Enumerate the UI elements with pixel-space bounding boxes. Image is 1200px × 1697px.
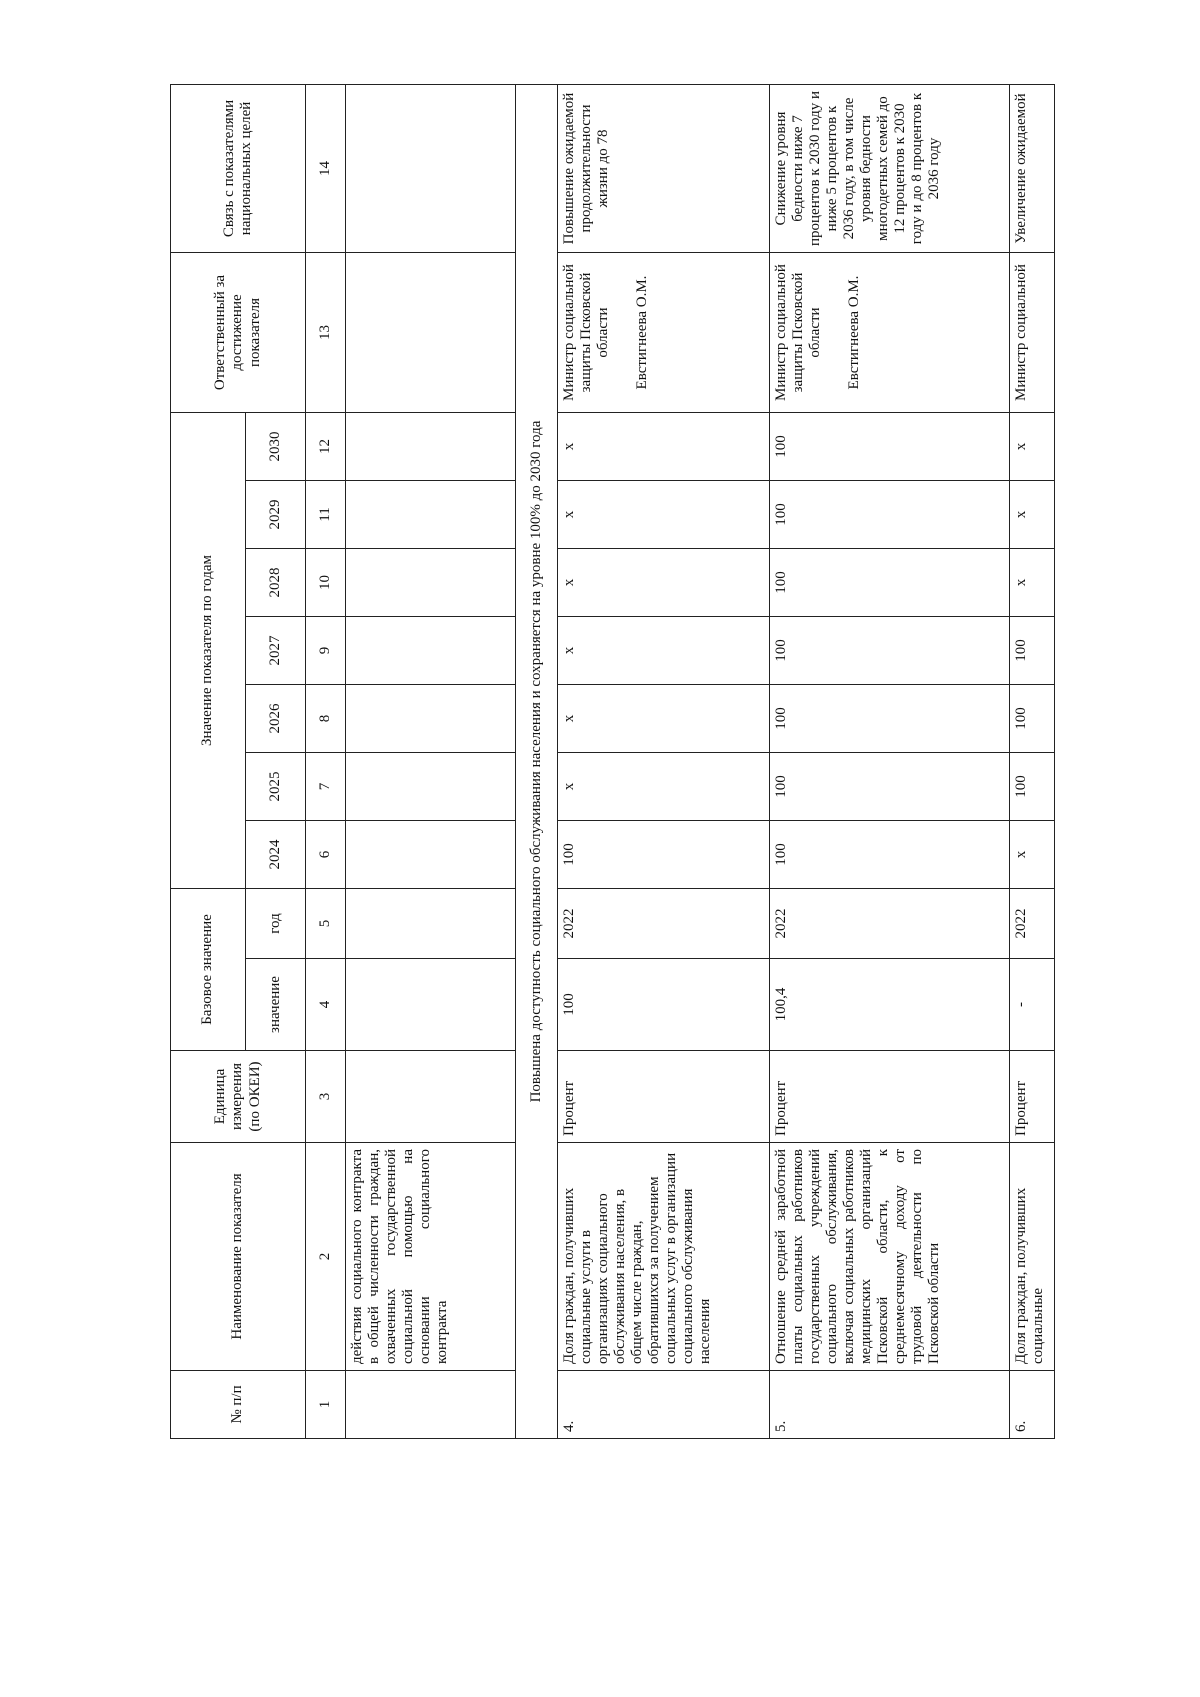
- header-base-value: значение: [246, 959, 306, 1051]
- header-year: 2025: [246, 753, 306, 821]
- header-name: Наименование показателя: [171, 1143, 306, 1371]
- year-value: x: [558, 481, 770, 549]
- base-value: 100,4: [770, 959, 1010, 1051]
- col-number: 5: [306, 889, 346, 959]
- header-year: 2030: [246, 413, 306, 481]
- national-goal-link: Снижение уровня бедности ниже 7 процентов к 2030 году и ниже 5 процентов к 2036 году, в том числе уровня бедности многодетных семей до 12 процентов к 2030 году и до 8 процентов к 2036 году: [770, 85, 1010, 253]
- year-value: x: [558, 617, 770, 685]
- col-number: 9: [306, 617, 346, 685]
- header-num: № п/п: [171, 1371, 306, 1439]
- base-year: 2022: [770, 889, 1010, 959]
- indicator-name: действия социального контракта в общей численности граждан, охваченных государственной социальной помощью на основании социального контракта: [346, 1143, 516, 1371]
- year-value: x: [558, 549, 770, 617]
- indicator-name: Доля граждан, получивших социальные: [1010, 1143, 1055, 1371]
- responsible: [558, 253, 770, 413]
- year-value: 100: [1010, 685, 1055, 753]
- year-value: 100: [770, 617, 1010, 685]
- year-value: x: [1010, 413, 1055, 481]
- header-year: 2024: [246, 821, 306, 889]
- responsible-name: Евстигнеева О.М.: [846, 275, 862, 390]
- unit: Процент: [1010, 1051, 1055, 1143]
- col-number: 14: [306, 85, 346, 253]
- base-value: -: [1010, 959, 1055, 1051]
- col-number: 1: [306, 1371, 346, 1439]
- year-value: x: [1010, 821, 1055, 889]
- year-value: 100: [770, 753, 1010, 821]
- year-value: 100: [770, 685, 1010, 753]
- header-unit: Единица измерения (по ОКЕИ): [171, 1051, 306, 1143]
- responsible: [770, 253, 1010, 413]
- year-value: 100: [770, 549, 1010, 617]
- responsible-title: Министр социальной: [1010, 253, 1055, 413]
- year-value: 100: [770, 821, 1010, 889]
- header-base: Базовое значение: [171, 889, 246, 1051]
- year-value: 100: [770, 413, 1010, 481]
- year-value: x: [558, 753, 770, 821]
- table-row: [558, 85, 770, 1439]
- base-value: 100: [558, 959, 770, 1051]
- header-link: Связь с показателями национальных целей: [171, 85, 306, 253]
- col-number: 3: [306, 1051, 346, 1143]
- header-row-1: [171, 85, 246, 1439]
- header-base-year: год: [246, 889, 306, 959]
- unit: Процент: [770, 1051, 1010, 1143]
- header-year: 2027: [246, 617, 306, 685]
- document-table-wrapper: [170, 84, 1055, 1439]
- col-number: 4: [306, 959, 346, 1051]
- indicators-table: [170, 84, 1055, 1439]
- year-value: 100: [770, 481, 1010, 549]
- col-number: 13: [306, 253, 346, 413]
- col-number: 8: [306, 685, 346, 753]
- indicator-name: Отношение средней заработной платы социальных работников государственных учреждений социального обслуживания, включая социальных работников медицинских организаций Псковской области, к среднемесячному доходу от трудовой деятельности по Псковской области: [770, 1143, 1010, 1371]
- col-number: 6: [306, 821, 346, 889]
- col-number: 11: [306, 481, 346, 549]
- national-goal-link: Увеличение ожидаемой: [1010, 85, 1055, 253]
- col-number: 7: [306, 753, 346, 821]
- year-value: 100: [1010, 617, 1055, 685]
- base-year: 2022: [1010, 889, 1055, 959]
- indicator-name: Доля граждан, получивших социальные услуги в организациях социального обслуживания населения, в общем числе граждан, обратившихся за получением социальных услуг в организации социального обслуживания населения: [558, 1143, 770, 1371]
- responsible-title: Министр социальной защиты Псковской области: [773, 264, 823, 401]
- col-number: 10: [306, 549, 346, 617]
- table-row: [770, 85, 1010, 1439]
- base-year: 2022: [558, 889, 770, 959]
- year-value: x: [558, 413, 770, 481]
- header-responsible: Ответственный за достижение показателя: [171, 253, 306, 413]
- year-value: x: [1010, 549, 1055, 617]
- col-number: 12: [306, 413, 346, 481]
- national-goal-link: Повышение ожидаемой продолжительности жизни до 78: [558, 85, 770, 253]
- year-value: 100: [558, 821, 770, 889]
- continuation-row: [346, 85, 516, 1439]
- column-numbers-row: [306, 85, 346, 1439]
- table-row: [1010, 85, 1055, 1439]
- header-by-years: Значение показателя по годам: [171, 413, 246, 889]
- row-number: 4.: [558, 1371, 770, 1439]
- unit: Процент: [558, 1051, 770, 1143]
- header-year: 2026: [246, 685, 306, 753]
- col-number: 2: [306, 1143, 346, 1371]
- section-title: Повышена доступность социального обслуживания населения и сохраняется на уровне 100% до 2030 года: [516, 85, 558, 1439]
- row-number: 6.: [1010, 1371, 1055, 1439]
- responsible-title: Министр социальной защиты Псковской области: [561, 264, 611, 401]
- year-value: x: [558, 685, 770, 753]
- row-number: 5.: [770, 1371, 1010, 1439]
- section-row: [516, 85, 558, 1439]
- year-value: x: [1010, 481, 1055, 549]
- year-value: 100: [1010, 753, 1055, 821]
- responsible-name: Евстигнеева О.М.: [634, 275, 650, 390]
- header-year: 2029: [246, 481, 306, 549]
- header-year: 2028: [246, 549, 306, 617]
